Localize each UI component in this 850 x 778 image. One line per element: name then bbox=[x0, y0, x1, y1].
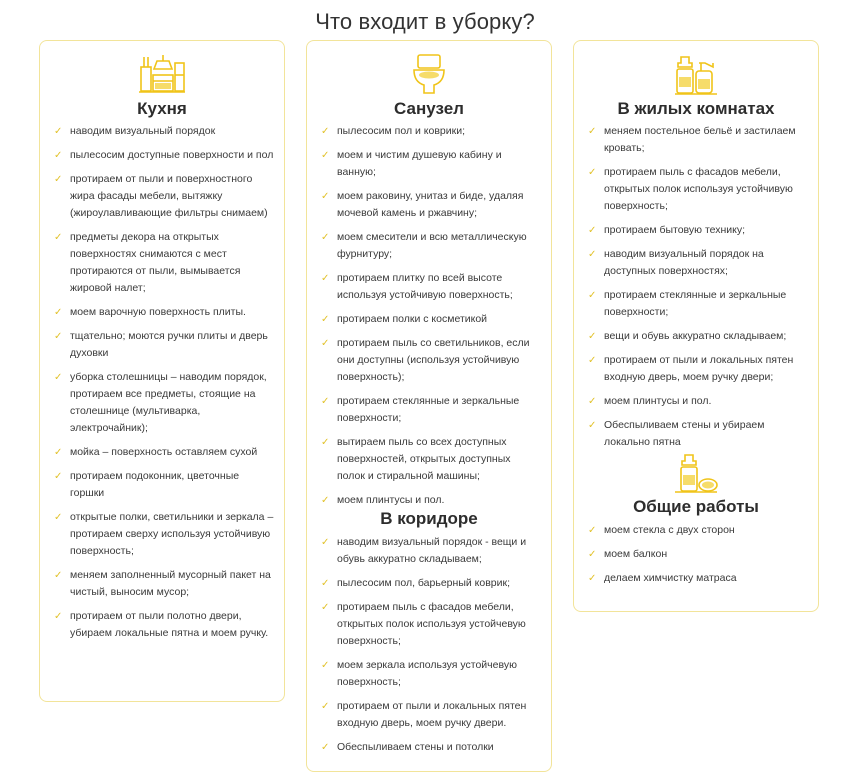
check-icon: ✓ bbox=[321, 232, 330, 243]
check-icon: ✓ bbox=[54, 471, 63, 482]
living-rooms-title: В жилых комнатах bbox=[617, 99, 775, 118]
list-item: ✓ вытираем пыль со всех доступных поверхностей, открытых доступных полок и стиральной машины; bbox=[321, 436, 511, 482]
bathroom-list bbox=[321, 123, 541, 516]
check-icon: ✓ bbox=[54, 174, 63, 185]
check-icon: ✓ bbox=[321, 150, 330, 161]
check-icon: ✓ bbox=[588, 126, 597, 137]
list-item: ✓ протираем подоконник, цветочные горшки bbox=[54, 470, 240, 499]
check-icon: ✓ bbox=[321, 396, 330, 407]
check-icon: ✓ bbox=[321, 437, 330, 448]
living-rooms-card bbox=[573, 40, 819, 612]
check-icon: ✓ bbox=[54, 372, 63, 383]
list-item: ✓ моем балкон bbox=[588, 546, 808, 563]
check-icon: ✓ bbox=[54, 126, 63, 137]
check-icon: ✓ bbox=[321, 602, 330, 613]
check-icon: ✓ bbox=[588, 525, 597, 536]
check-icon: ✓ bbox=[588, 396, 597, 407]
list-item: ✓ меняем постельное бельё и застилаем кровать; bbox=[588, 125, 796, 154]
check-icon: ✓ bbox=[54, 150, 63, 161]
general-works-list bbox=[588, 522, 808, 594]
kitchen-card bbox=[39, 40, 285, 702]
list-item: ✓ протираем от пыли и локальных пятен входную дверь, моем ручку двери. bbox=[321, 700, 527, 729]
bathroom-title: Санузел bbox=[394, 99, 464, 118]
check-icon: ✓ bbox=[588, 420, 597, 431]
check-icon: ✓ bbox=[321, 495, 330, 506]
list-item: ✓ протираем стеклянные и зеркальные поверхности; bbox=[321, 395, 520, 424]
list-item: ✓ меняем заполненный мусорный пакет на чистый, выносим мусор; bbox=[54, 569, 271, 598]
check-icon: ✓ bbox=[588, 249, 597, 260]
cleaning-supplies-icon bbox=[574, 53, 818, 97]
check-icon: ✓ bbox=[54, 232, 63, 243]
general-works-title: Общие работы bbox=[633, 497, 759, 516]
list-item: ✓ пылесосим пол, барьерный коврик; bbox=[321, 575, 541, 592]
check-icon: ✓ bbox=[588, 355, 597, 366]
list-item: ✓ протираем бытовую технику; bbox=[588, 222, 808, 239]
check-icon: ✓ bbox=[588, 167, 597, 178]
list-item: ✓ моем варочную поверхность плиты. bbox=[54, 304, 274, 321]
list-item: ✓ моем стекла с двух сторон bbox=[588, 522, 808, 539]
list-item: ✓ моем плинтусы и пол. bbox=[321, 492, 541, 509]
check-icon: ✓ bbox=[321, 742, 330, 753]
bathroom-card bbox=[306, 40, 552, 772]
list-item: ✓ протираем полки с косметикой bbox=[321, 311, 541, 328]
list-item: ✓ делаем химчистку матраса bbox=[588, 570, 808, 587]
check-icon: ✓ bbox=[321, 126, 330, 137]
check-icon: ✓ bbox=[321, 578, 330, 589]
list-item: ✓ предметы декора на открытых поверхностях снимаются с мест протираются от пыли, вымывается жировой налет; bbox=[54, 231, 241, 294]
list-item: ✓ моем раковину, унитаз и биде, удаляя мочевой камень и ржавчину; bbox=[321, 190, 524, 219]
check-icon: ✓ bbox=[588, 225, 597, 236]
kitchen-list bbox=[54, 123, 274, 649]
check-icon: ✓ bbox=[54, 570, 63, 581]
living-rooms-list bbox=[588, 123, 808, 458]
list-item: ✓ моем плинтусы и пол. bbox=[588, 393, 808, 410]
detergent-icon bbox=[574, 451, 818, 495]
list-item: ✓ протираем от пыли и локальных пятен входную дверь, моем ручку двери; bbox=[588, 354, 794, 383]
check-icon: ✓ bbox=[321, 314, 330, 325]
list-item: ✓ протираем плитку по всей высоте используя устойчивую поверхность; bbox=[321, 272, 513, 301]
list-item: ✓ наводим визуальный порядок bbox=[54, 123, 274, 140]
check-icon: ✓ bbox=[321, 537, 330, 548]
check-icon: ✓ bbox=[321, 701, 330, 712]
check-icon: ✓ bbox=[54, 307, 63, 318]
list-item: ✓ протираем пыль с фасадов мебели, открытых полок используя устойчевую поверхность; bbox=[321, 601, 526, 647]
check-icon: ✓ bbox=[588, 290, 597, 301]
list-item: ✓ моем смесители и всю металлическую фурнитуру; bbox=[321, 231, 527, 260]
list-item: ✓ моем зеркала используя устойчевую поверхность; bbox=[321, 659, 517, 688]
list-item: ✓ протираем пыль с фасадов мебели, открытых полок используя устойчивую поверхность; bbox=[588, 166, 793, 212]
list-item: ✓ наводим визуальный порядок на доступных поверхностях; bbox=[588, 248, 764, 277]
list-item: ✓ пылесосим доступные поверхности и пол bbox=[54, 147, 274, 164]
check-icon: ✓ bbox=[54, 331, 63, 342]
page-title: Что входит в уборку? bbox=[315, 9, 535, 34]
list-item: ✓ мойка – поверхность оставляем сухой bbox=[54, 444, 274, 461]
kitchen-icon bbox=[40, 53, 284, 97]
list-item: ✓ моем и чистим душевую кабину и ванную; bbox=[321, 149, 502, 178]
list-item: ✓ протираем от пыли и поверхностного жира фасады мебели, вытяжку (жироулавливающие фильтры снимаем) bbox=[54, 173, 268, 219]
check-icon: ✓ bbox=[321, 660, 330, 671]
list-item: ✓ уборка столешницы – наводим порядок, протираем все предметы, стоящие на столешнице (мультиварка, электрочайник); bbox=[54, 371, 267, 434]
list-item: ✓ тщательно; моются ручки плиты и дверь духовки bbox=[54, 330, 268, 359]
list-item: ✓ Обеспыливаем стены и потолки bbox=[321, 739, 541, 756]
list-item: ✓ наводим визуальный порядок - вещи и обувь аккуратно складываем; bbox=[321, 536, 527, 565]
list-item: ✓ протираем стеклянные и зеркальные поверхности; bbox=[588, 289, 787, 318]
toilet-icon bbox=[307, 53, 551, 97]
list-item: ✓ вещи и обувь аккуратно складываем; bbox=[588, 328, 808, 345]
check-icon: ✓ bbox=[588, 549, 597, 560]
check-icon: ✓ bbox=[54, 512, 63, 523]
kitchen-title: Кухня bbox=[137, 99, 187, 118]
list-item: ✓ открытые полки, светильники и зеркала – протираем сверху используя устойчивую поверхность; bbox=[54, 511, 274, 557]
list-item: ✓ пылесосим пол и коврики; bbox=[321, 123, 541, 140]
check-icon: ✓ bbox=[321, 273, 330, 284]
list-item: ✓ протираем пыль со светильников, если они доступны (используя устойчивую поверхность); bbox=[321, 337, 530, 383]
check-icon: ✓ bbox=[588, 573, 597, 584]
check-icon: ✓ bbox=[54, 447, 63, 458]
corridor-list bbox=[321, 534, 541, 763]
check-icon: ✓ bbox=[321, 338, 330, 349]
corridor-title: В коридоре bbox=[380, 509, 478, 528]
check-icon: ✓ bbox=[321, 191, 330, 202]
list-item: ✓ Обеспыливаем стены и убираем локально пятна bbox=[588, 419, 765, 448]
check-icon: ✓ bbox=[54, 611, 63, 622]
list-item: ✓ протираем от пыли полотно двери, убираем локальные пятна и моем ручку. bbox=[54, 610, 269, 639]
check-icon: ✓ bbox=[588, 331, 597, 342]
